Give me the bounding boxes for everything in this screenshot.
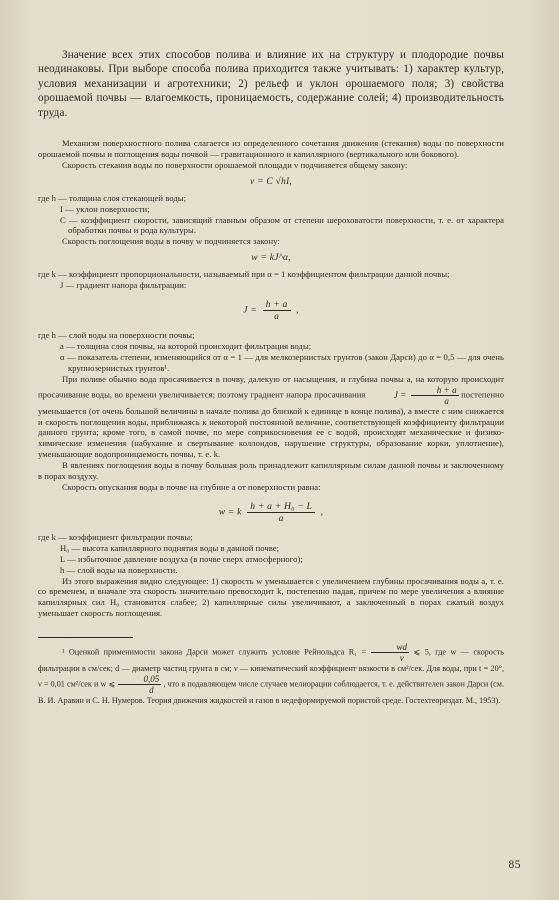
- footnote-divider: [38, 637, 133, 638]
- footnote-fraction-reynolds: [371, 642, 410, 663]
- paragraph-infiltration-part1: При поливе обычно вода просачивается в почву, далекую от насыщения, и глубина почвы a, на которую происходит просачивание воды, во времени увеличивается; поэтому градиент напора просачивания: [38, 373, 504, 400]
- formula-gradient-denominator: a: [274, 311, 280, 323]
- formula-descent-denominator: a: [278, 512, 284, 524]
- definition-k-filtration: где k — коэффициент фильтрации почвы;: [38, 531, 193, 542]
- definition-h-surface: h — слой воды на поверхности.: [60, 564, 178, 575]
- formula-gradient: [38, 299, 504, 322]
- footnote-fraction-limit: [118, 674, 162, 695]
- lead-paragraph: Значение всех этих способов полива и влияние их на структуру и плодородие почвы неодинаковы. При выборе способа полива приходится также учитывать: 1) характер культур, условия механизации и агротехники; 2) рельеф и уклон орошаемого поля; 3) свойства орошаемой почвы — влагоемкость, проницаемость, содержание солей; 4) производительность труда.: [38, 49, 504, 119]
- paragraph-absorption-speed: Скорость поглощения воды в почву w подчиняется закону:: [62, 236, 280, 247]
- paragraph-capillary: В явлениях поглощения воды в почву большая роль принадлежит капиллярным силам данной почвы и заключенному в порах воздуху.: [38, 460, 504, 482]
- footnote-1: [38, 642, 504, 706]
- formula-descent-lhs: w = k: [218, 506, 242, 518]
- formula-absorption: w = kJ^α,: [251, 252, 291, 264]
- page-number: 85: [508, 859, 521, 871]
- definition-C: C — коэффициент скорости, зависящий главным образом от степени шероховатости поверхности, т. е. от характера обработки почвы и рода культуры.: [60, 214, 504, 236]
- inline-gradient-lhs: J =: [393, 389, 407, 400]
- definition-h-layer: где h — слой воды на поверхности почвы;: [38, 330, 195, 341]
- formula-gradient-numerator: h + a: [263, 299, 291, 311]
- paragraph-infiltration: [38, 374, 504, 460]
- inline-gradient-fraction: [411, 385, 459, 406]
- definition-h: где h — толщина слоя стекающей воды;: [38, 192, 187, 203]
- inline-gradient-denominator: a: [444, 395, 449, 406]
- footnote-part3: , что в подавляющем числе случаев мелиорации соблюдается, т. е. действителен закон Дарси (см. В. И. Аравин и С. Н. Нумеров. Теория движения жидкостей и газов в недеформируемой пористой среде. Гостехтеориздат. М., 1953).: [38, 679, 505, 706]
- definition-J: J — градиент напора фильтрации:: [60, 280, 187, 291]
- footnote-fraction-limit-numerator: 0,05: [118, 674, 162, 685]
- footnote-fraction-limit-denominator: d: [149, 685, 154, 696]
- formula-descent-tail: ,: [320, 506, 324, 518]
- definition-alpha: α — показатель степени, изменяющийся от α = 1 — для мелкозернистых грунтов (закон Дарси) до α = 0,5 — для очень крупнозернистых грунтов¹.: [60, 351, 504, 373]
- inline-gradient-numerator: h + a: [411, 385, 459, 396]
- definition-k: где k — коэффициент пропорциональности, называемый при α = 1 коэффициентом фильтрации данной почвы;: [38, 269, 450, 280]
- footnote-part2: ⩽ 5, где w — скорость фильтрации в см/сек; d — диаметр частиц грунта в см; ν — кинематический коэффициент вязкости в см²/сек. Для воды, при t = 20°, ν = 0,01 см²/сек и w ⩽: [38, 647, 505, 689]
- footnote-part1: ¹ Оценкой применимости закона Дарси может служить условие Рейнольдса R₁ =: [62, 647, 367, 657]
- paragraph-mechanism: Механизм поверхностного полива слагается из определенного сочетания движения (стекания) воды по поверхности орошаемой почвы и поглощения воды почвой — гравитационного и капиллярного (вертикального или бокового).: [38, 138, 504, 159]
- definition-L: L — избыточное давление воздуха (в почве сверх атмосферного);: [60, 553, 303, 564]
- page-content: [38, 48, 504, 707]
- formula-descent: [38, 501, 504, 524]
- formula-flow-velocity: v = C √hI,: [250, 175, 292, 187]
- paragraph-descent-speed: Скорость опускания воды в почве на глубине a от поверхности равна:: [62, 481, 321, 492]
- paragraph-flow-speed: Скорость стекания воды по поверхности орошаемой площади v подчиняется общему закону:: [62, 159, 408, 170]
- definition-I: I — уклон поверхности;: [60, 203, 150, 214]
- paragraph-infiltration-part2: постепенно уменьшается (от очень большой величины в начале полива до близкой к единице в конце полива), а вместе с ним снижается и скорость поглощения воды, приближаясь к некоторой постоянной величине, соответствующей коэффициенту фильтрации данного грунта; кроме того, в самой почве, по мере соприкосновения ее с водой, происходят механические и физико-химические изменения (набухание и свертывание коллоидов, нарушение структуры, образование корки, уплотнение), уменьшающие водопроницаемость почвы, т. е. k.: [38, 389, 504, 460]
- footnote-fraction-reynolds-numerator: wd: [371, 642, 410, 653]
- paragraph-conclusion: Из этого выражения видно следующее: 1) скорость w уменьшается с увеличением глубины просачивания воды a, т. е. со временем, и вначале эта скорость значительно превосходит k, постепенно падая, причем по мере увеличения a влияние капиллярных сил H₀ становится слабее; 2) капиллярные силы увеличивают, а заключенный в порах сжатый воздух уменьшает скорость поглощения.: [38, 575, 504, 619]
- formula-gradient-lhs: J =: [243, 304, 258, 316]
- formula-descent-numerator: h + a + H₀ − L: [247, 501, 315, 513]
- footnote-fraction-reynolds-denominator: ν: [399, 653, 404, 664]
- definition-a: a — толщина слоя почвы, на которой происходит фильтрация воды;: [60, 341, 312, 351]
- definition-H0: H₀ — высота капиллярного поднятия воды в данной почве;: [60, 542, 280, 553]
- formula-gradient-tail: ,: [296, 304, 299, 316]
- formula-gradient-fraction: [263, 299, 291, 322]
- formula-descent-fraction: [247, 501, 315, 524]
